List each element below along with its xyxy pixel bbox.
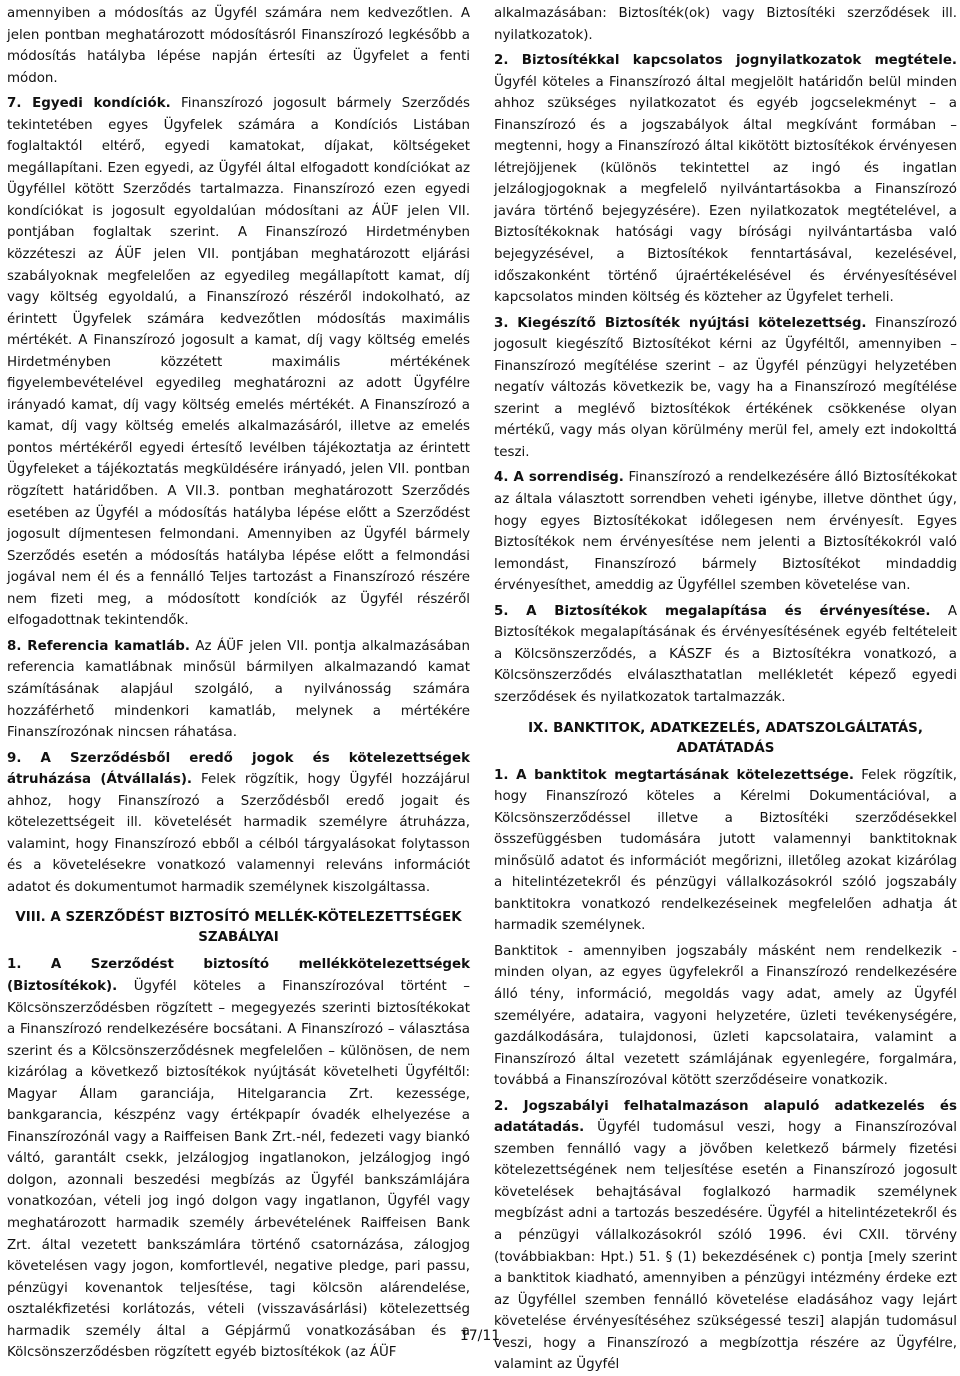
- paragraph-heading: 9. A Szerződésből eredő jogok és kötelezettségek átruházása (Átvállalás).: [7, 750, 470, 788]
- paragraph: [494, 50, 957, 309]
- paragraph: [7, 636, 470, 744]
- paragraph-text: alkalmazásában: Biztosíték(ok) vagy Biztosítéki szerződések ill. nyilatkozatok).: [494, 6, 957, 43]
- paragraph: [494, 765, 957, 937]
- paragraph-text: Felek rögzítik, hogy Ügyfél hozzájárul ahhoz, hogy Finanszírozó a Szerződésből eredő jogait és kötelezettségeit ill. követelését harmadik személyre átruházza, valamint, hogy Finanszírozó ebből a célból tárgyalásokat folytasson és a követelésekre vonatkozó valamennyi releváns információt adatot és dokumentumot harmadik személynek kiszolgáltassa.: [7, 772, 471, 895]
- paragraph: [7, 748, 470, 899]
- right-column: [494, 3, 957, 1376]
- paragraph-text: Ügyfél köteles a Finanszírozó által megjelölt határidőn belül minden ahhoz szükséges nyilatkozatot és egyéb jogcselekményt – a Finanszírozó és a jogszabályok által megkívánt formában – megtenni, hogy a Finanszírozó által kikötött biztosítékok érvényesen létrejöjjenek (különös tekintettel az ingó és ingatlan jelzálogjogoknak a megfelelő nyilvántartásokba a Finanszírozó javára történő bejegyzésére). Ezen nyilatkozatok megtételével, a Biztosítékoknak hatósági vagy bírósági nyilvántartásba való bejegyzésével, a Biztosítékok fenntartásával, kezelésével, időszakonként történő újraértékelésével és érvényesítésével kapcsolatos minden költség és közteher az Ügyfelet terheli.: [494, 74, 957, 306]
- paragraph-text: Felek rögzítik, hogy Finanszírozó köteles a Kérelmi Dokumentációval, a Kölcsönszerződéssel illetve a Biztosítéki szerződésekkel összefüggésben tudomására jutott valamennyi banktitoknak minősülő adatot és információt megőrizni, illetőleg azokat kizárólag a hitelintézetekről és pénzügyi vállalkozásokról szóló jogszabály banktitokra vonatkozó rendelkezéseinek megfelelően adhatja át harmadik személynek.: [494, 767, 958, 934]
- paragraph-heading: 4. A sorrendiség.: [494, 470, 624, 486]
- paragraph-heading: 8. Referencia kamatláb.: [7, 638, 190, 654]
- paragraph: [494, 941, 957, 1092]
- paragraph: [494, 467, 957, 596]
- paragraph-heading: 2. Biztosítékkal kapcsolatos jognyilatkozatok megtétele.: [494, 53, 957, 69]
- left-column: [7, 3, 470, 1364]
- paragraph-text: Ügyfél köteles a Finanszírozóval történt – Kölcsönszerződésben rögzített – megegyezés szerinti biztosítékokat a Finanszírozó rendelkezésére bocsátani. A Finanszírozó – választása szerint és a Kölcsönszerződésnek megfelelően – különösen, de nem kizárólag a következő biztosítékok nyújtását követelheti Ügyféltől: Magyar Állam garanciája, Hitelgarancia Zrt. kezessége, bankgarancia, készpénz vagy értékpapír óvadék elhelyezése a Finanszírozónál vagy a Raiffeisen Bank Zrt.-nél, fedezeti vagy biankó váltó, garantált csekk, jelzálogjog ingatlanokon, jelzálogjog ingó dolgon, azonnali beszedési megbízás az Ügyfél bankszámlájára vonatkozóan, vételi jog ingó dolgon vagy ingatlanon, Ügyfél vagy meghatározott harmadik személy árbevételének Raiffeisen Bank Zrt. által vezetett bankszámlára történő csatornázása, zálogjog követelésen vagy jogon, komfortlevél, negative pledge, pari passu, pénzügyi kovenantok teljesítése, tagi kölcsön alárendelése, osztalékfizetési korlátozás, vételi (visszavásárlási) kötelezettség harmadik személy által a Gépjármű vonatkozásában és a Kölcsönszerződésben rögzített egyéb biztosítékok (az ÁÜF: [7, 978, 470, 1361]
- paragraph: [7, 93, 470, 632]
- paragraph-text: Finanszírozó jogosult kiegészítő Biztosítékot kérni az Ügyféltől, amennyiben – Finanszírozó megítélése szerint – az Ügyfél pénzügyi helyzetében negatív változás következik be, vagy ha a Finanszírozó megítélése szerint a meglévő biztosítékok értékének csökkenése olyan mértékű, vagy más olyan körülmény merül fel, amely ezt indokolttá teszi.: [494, 315, 958, 460]
- paragraph: [494, 313, 957, 464]
- paragraph: [494, 601, 957, 709]
- paragraph: [7, 954, 470, 1363]
- paragraph-text: Finanszírozó jogosult bármely Szerződés tekintetében egyes Ügyfelek számára a Kondíciós Listában foglaltaktól eltérő, egyedi kamatokat, díjakat, költségeket megállapítani. Ezen egyedi, az Ügyfél által elfogadott kondíciókat az Ügyféllel kötött Szerződés tartalmazza. Finanszírozó ezen egyedi kondíciókat is jogosult egyoldalúan módosítani az ÁÜF jelen VII. pontjában foglaltak szerint. A Finanszírozó Hirdetményben közzéteszi az ÁÜF jelen VII. pontjában meghatározott eljárási szabályoknak megfelelően az egyedileg megállapított kamat, díj vagy költség egyoldalú, a Finanszírozó részéről indokolható, az érintett Ügyfelek számára kedvezőtlen módosítás maximális mértékét. A Finanszírozó jogosult a kamat, díj vagy költség emelés Hirdetményben közzétett maximális mértékének figyelembevételével egyedileg meghatározni az adott Ügyfélre irányadó kamat, díj vagy költség emelés mértékét. A Finanszírozó a kamat, díj vagy költség emelés alkalmazásáról, illetve az emelés pontos mértékéről egyedi értesítő levélben tájékoztatja az érintett Ügyfeleket a tájékoztatás megküldésére irányadó, jelen VII. pontban rögzített határidőben. A VII.3. pontban meghatározott Szerződés esetében az Ügyfél a módosítás hatályba lépése előtt a Szerződést jogosult díjmentesen felmondani. Amennyiben az Ügyfél bármely Szerződés esetén a módosítás hatályba lépése előtt a felmondási jogával nem él és a fennálló Teljes tartozást a Finanszírozó részére nem fizeti meg, a módosított kondíciók az Ügyfél részéről elfogadottnak tekintendők.: [7, 96, 471, 629]
- paragraph-text: Ügyfél tudomásul veszi, hogy a Finanszírozóval szemben fennálló vagy a jövőben keletkező bármely fizetési kötelezettségének nem teljesítése esetén a Finanszírozó jogosult követelések behajtásával foglalkozó harmadik személynek megbízást adni a tartozás beszedésére. Ügyfél a hitelintézetekről és a pénzügyi vállalkozásokról szóló 1996. évi CXII. törvény (továbbiakban: Hpt.) 51. § (1) bekezdésének c) pontja [mely szerint a banktitok kiadható, amennyiben a pénzügyi intézmény érdeke ezt az Ügyféllel szemben fennálló követelése eladásához vagy lejárt követelése érvényesítéséhez szükségessé teszi] alapján tudomásul veszi, hogy a Finanszírozó a megbízottja részére az Ügyfélre, valamint az Ügyfél: [494, 1120, 957, 1373]
- paragraph-text: A Biztosítékok megalapításának és érvényesítésének egyéb feltételeit a Kölcsönszerződés, a KÁSZF és a Biztosítékra vonatkozó, a Kölcsönszerződés elválaszthatatlan mellékletét képező egyedi szerződések és nyilatkozatok tartalmazzák.: [494, 603, 958, 705]
- paragraph: [494, 3, 957, 46]
- paragraph-heading: 3. Kiegészítő Biztosíték nyújtási kötelezettség.: [494, 315, 867, 331]
- page-number: 17/11: [459, 1328, 501, 1344]
- section-heading: IX. BANKTITOK, ADATKEZELÉS, ADATSZOLGÁLTATÁS, ADATÁTADÁS: [528, 720, 923, 756]
- paragraph-heading: 1. A Szerződést biztosító mellékkötelezettségek (Biztosítékok).: [7, 957, 470, 994]
- paragraph: [7, 3, 470, 89]
- paragraph-text: Az ÁÜF jelen VII. pontja alkalmazásában referencia kamatlábnak minősül bármilyen alkalmazandó kamat számításának alapjául szolgáló, a nyilvánosság számára hozzáférhető mindenkori kamatláb, melynek a mértékére Finanszírozónak nincsen ráhatása.: [7, 638, 470, 741]
- paragraph-text: Finanszírozó a rendelkezésére álló Biztosítékokat az általa választott sorrendben veheti igénybe, illetve dönthet úgy, hogy egyes Biztosítékokat időlegesen nem érvényesít. Egyes Biztosítékok nem érvényesítése nem jelenti a Biztosítékokról való lemondást, Finanszírozó bármely Biztosítékot mindaddig érvényesíthet, ameddig az Ügyféllel szemben követelése van.: [494, 470, 958, 594]
- paragraph-heading: 7. Egyedi kondíciók.: [7, 96, 171, 112]
- paragraph-heading: 1. A banktitok megtartásának kötelezettsége.: [494, 767, 854, 783]
- paragraph-text: Banktitok - amennyiben jogszabály másként nem rendelkezik - minden olyan, az egyes ügyfelekről a Finanszírozó rendelkezésére álló tény, információ, megoldás vagy adat, amely az Ügyfél személyére, adataira, vagyoni helyzetére, üzleti tevékenységére, gazdálkodására, tulajdonosi, üzleti kapcsolataira, valamint a Finanszírozó által vezetett számlájának egyenlegére, forgalmára, továbbá a Finanszírozóval kötött szerződéseire vonatkozik.: [494, 943, 957, 1089]
- paragraph-heading: 5. A Biztosítékok megalapítása és érvényesítése.: [494, 603, 931, 619]
- paragraph-heading: 2. Jogszabályi felhatalmazáson alapuló adatkezelés és adatátadás.: [494, 1098, 957, 1136]
- paragraph-text: amennyiben a módosítás az Ügyfél számára nem kedvezőtlen. A jelen pontban meghatározott módosításról Finanszírozó legkésőbb a módosítás hatályba lépése napján értesíti az Ügyfelet a fenti módon.: [7, 6, 470, 86]
- section-heading: VIII. A SZERZŐDÉST BIZTOSÍTÓ MELLÉK-KÖTELEZETTSÉGEK SZABÁLYAI: [15, 910, 462, 946]
